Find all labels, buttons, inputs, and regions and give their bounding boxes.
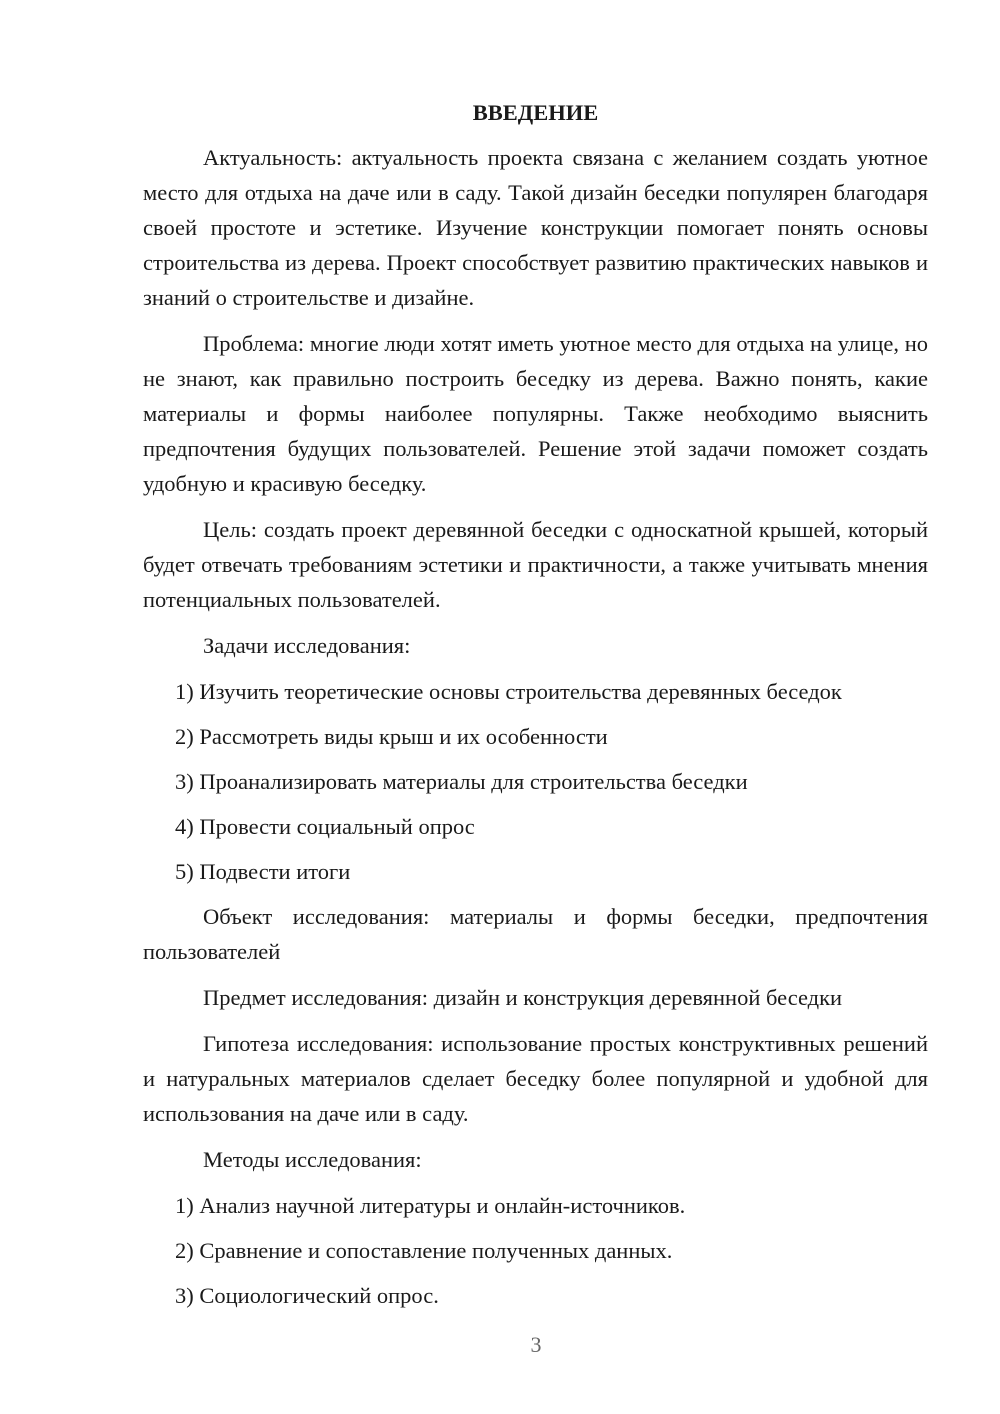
method-item: 1) Анализ научной литературы и онлайн-источников.	[175, 1193, 686, 1218]
tasks-label: Задачи исследования:	[203, 633, 411, 658]
task-item: 4) Провести социальный опрос	[175, 814, 475, 839]
methods-label: Методы исследования:	[203, 1147, 422, 1172]
hypothesis-paragraph: Гипотеза исследования: использование простых конструктивных решений и натуральных материалов сделает беседку более популярной и удобной для использования на даче или в саду.	[143, 1031, 928, 1126]
subject-paragraph: Предмет исследования: дизайн и конструкция деревянной беседки	[203, 985, 843, 1010]
task-item: 2) Рассмотреть виды крыш и их особенности	[175, 724, 608, 749]
goal-paragraph: Цель: создать проект деревянной беседки с односкатной крышей, который будет отвечать требованиям эстетики и практичности, а также учитывать мнения потенциальных пользователей.	[143, 517, 928, 612]
task-item: 3) Проанализировать материалы для строительства беседки	[175, 769, 748, 794]
method-item: 3) Социологический опрос.	[175, 1283, 439, 1308]
task-item: 1) Изучить теоретические основы строительства деревянных беседок	[175, 679, 842, 704]
relevance-paragraph: Актуальность: актуальность проекта связана с желанием создать уютное место для отдыха на даче или в саду. Такой дизайн беседки популярен благодаря своей простоте и эстетике. Изучение конструкции помогает понять основы строительства из дерева. Проект способствует развитию практических навыков и знаний о строительстве и дизайне.	[143, 145, 928, 310]
page-number: 3	[530, 1332, 542, 1357]
problem-paragraph: Проблема: многие люди хотят иметь уютное место для отдыха на улице, но не знают, как правильно построить беседку из дерева. Важно понять, какие материалы и формы наиболее популярны. Также необходимо выяснить предпочтения будущих пользователей. Решение этой задачи поможет создать удобную и красивую беседку.	[143, 331, 928, 496]
page-title: ВВЕДЕНИЕ	[472, 100, 599, 125]
object-paragraph: Объект исследования: материалы и формы беседки, предпочтения пользователей	[143, 904, 928, 964]
page-content	[143, 95, 928, 1323]
method-item: 2) Сравнение и сопоставление полученных данных.	[175, 1238, 673, 1263]
task-item: 5) Подвести итоги	[175, 859, 351, 884]
